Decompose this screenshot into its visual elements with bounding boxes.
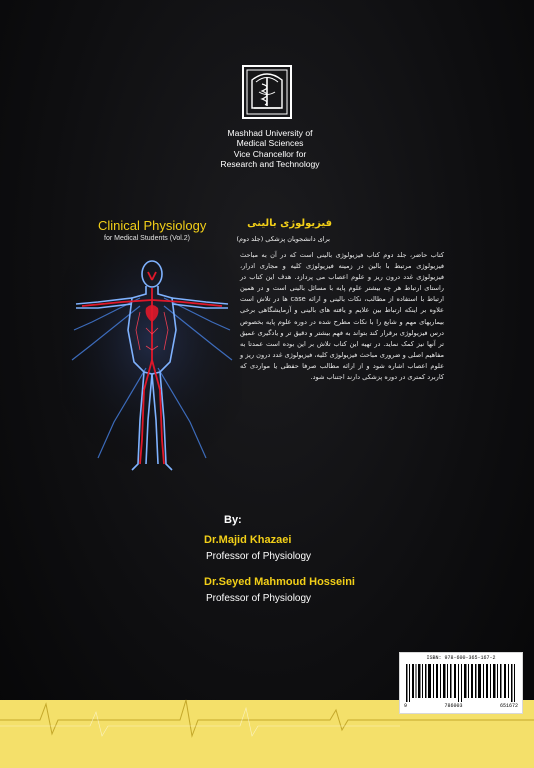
barcode-bars-icon [406,664,516,702]
book-subtitle-persian: برای دانشجویان پزشکی (جلد دوم) [236,235,330,243]
by-label: By: [224,514,242,526]
university-logo-icon [240,62,294,122]
author-name-1: Dr.Majid Khazaei [204,534,292,546]
book-title-persian: فیزیولوژی بالینی [247,218,332,229]
vitruvian-anatomy-illustration [62,250,242,475]
author-role-2: Professor of Physiology [206,593,312,604]
book-subtitle-english: for Medical Students (Vol.2) [104,235,190,242]
author-role-1: Professor of Physiology [206,551,312,562]
isbn-barcode [399,652,523,714]
isbn-label: ISBN: 978-600-365-167-2 [426,655,496,661]
book-description-persian: کتاب حاضر، جلد دوم کتاب فیزیولوژی بالینی است که در آن به مباحث فیزیولوژی مرتبط با بالین در زمینه فیزیولوژی کلیه و مجاری ادرار، فیزیولوژی غدد درون ریز و علوم اعصاب می پردازد. هدف این کتاب در راستای ارتباط هر چه بیشتر علوم پایه با مسائل بالینی است و در همین ارتباط با استفاده از مطالب، نکات بالینی و ارائه case ها در تلاش است علاوه بر اینکه ارتباط بین علایم و یافته های بالینی و آزمایشگاهی برخی بیماریهای مهم و شایع را با نکات مطرح شده در دوره علوم پایه بخصوص درس فیزیولوژی برقرار کند بتواند به فهم بیشتر و دقیق تر و یادگیری عمیق تر آنها نیز کمک نماید. در تهیه این کتاب تلاش بر این بوده است عمدتا به مفاهیم اصلی و ضروری مباحث فیزیولوژی کلیه، فیزیولوژی غدد درون ریز و علوم اعصاب اشاره شود و از ارائه مطالب صرفا حفظی یا مواردی که کاربرد کمتری در دوره پزشکی دارند اجتناب شود. [240,251,444,382]
book-title-english: Clinical Physiology [98,218,207,233]
author-name-2: Dr.Seyed Mahmoud Hosseini [204,576,355,588]
institution-name: Mashhad University of Medical Sciences Vice Chancellor for Research and Technology [220,128,320,170]
barcode-digits: 9 786003 651672 [404,703,518,709]
